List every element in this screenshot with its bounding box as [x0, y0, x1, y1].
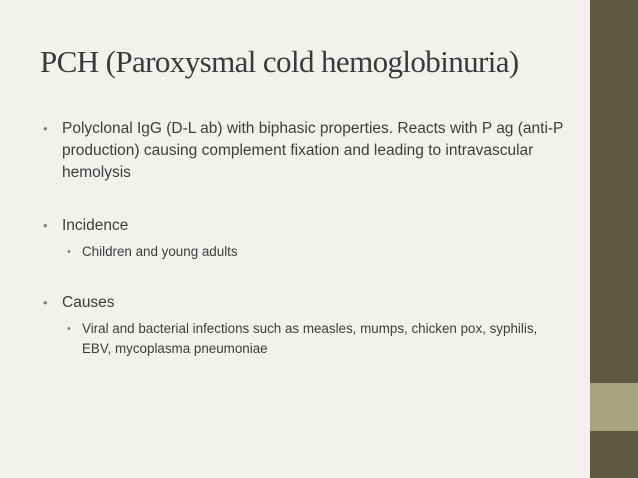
- slide-title: PCH (Paroxysmal cold hemoglobinuria): [40, 44, 519, 79]
- bullet-marker-icon: •: [43, 218, 48, 233]
- bullet-marker-icon: •: [43, 295, 48, 310]
- bullet-item: [40, 118, 570, 184]
- bullet-text: Incidence: [62, 217, 129, 234]
- sub-bullet-text: Viral and bacterial infections such as measles, mumps, chicken pox, syphilis, EBV, mycoplasma pneumoniae: [82, 321, 538, 356]
- bullet-text: Causes: [62, 294, 115, 311]
- sub-bullet-item: [66, 242, 570, 262]
- bullet-item: [40, 215, 570, 237]
- sub-bullet-text: Children and young adults: [82, 244, 238, 259]
- bullet-marker-icon: •: [43, 121, 48, 136]
- sidebar-accent-block: [590, 383, 638, 431]
- bullet-marker-icon: •: [67, 246, 71, 258]
- bullet-text: Polyclonal IgG (D-L ab) with biphasic properties. Reacts with P ag (anti-P production) causing complement fixation and leading to intravascular hemolysis: [62, 120, 564, 181]
- bullet-item: [40, 292, 570, 314]
- bullet-marker-icon: •: [67, 323, 71, 335]
- sub-bullet-item: [66, 319, 570, 359]
- bullet-list: [40, 118, 570, 359]
